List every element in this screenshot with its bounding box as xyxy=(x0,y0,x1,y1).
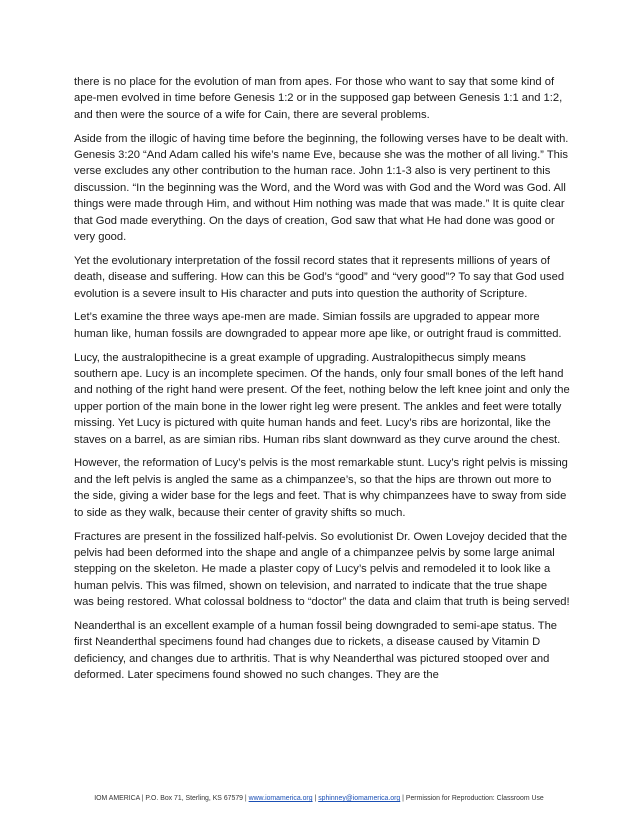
website-link[interactable]: www.iomamerica.org xyxy=(248,795,313,802)
paragraph-7: Fractures are present in the fossilized half-pelvis. So evolutionist Dr. Owen Lovejoy decided that the pelvis had been deformed into the shape and angle of a chimpanzee pelvis by some large animal stepping on the skeleton. He made a plaster copy of Lucy’s pelvis and remodeled it to look like a human pelvis. This was filmed, shown on television, and narrated to indicate that the true shape was being restored. What colossal boldness to “doctor” the data and claim that truth is being served! xyxy=(74,530,570,609)
body-text xyxy=(74,74,570,691)
footer-permission: | Permission for Reproduction: Classroom Use xyxy=(400,795,544,802)
paragraph-2: Aside from the illogic of having time before the beginning, the following verses have to be dealt with. Genesis 3:20 “And Adam called his wife’s name Eve, because she was the mother of all living.” This verse excludes any other contribution to the human race. John 1:1-3 also is very pertinent to this discussion. “In the beginning was the Word, and the Word was with God and the Word was God. All things were made through Him, and without Him nothing was made that was made.” It is quite clear that God made everything. On the days of creation, God saw that what He had done was good or very good. xyxy=(74,132,569,244)
paragraph-5: Lucy, the australopithecine is a great example of upgrading. Australopithecus simply means southern ape. Lucy is an incomplete specimen. Of the hands, only four small bones of the left hand and nothing of the right hand were present. Of the feet, nothing below the left knee joint and only the upper portion of the main bone in the lower right leg were present. The ankles and feet were totally missing. Yet Lucy is pictured with quite human hands and feet. Lucy’s ribs are horizontal, like the staves on a barrel, as are simian ribs. Human ribs slant downward as they curve around the chest. xyxy=(74,351,570,446)
paragraph-6: However, the reformation of Lucy’s pelvis is the most remarkable stunt. Lucy’s right pelvis is missing and the left pelvis is angled the same as a chimpanzee’s, so that the hips are thrown out more to the side, giving a wider base for the legs and feet. That is why chimpanzees have to sway from side to side as they walk, because their center of gravity shifts so much. xyxy=(74,457,568,519)
email-link[interactable]: sphinney@iomamerica.org xyxy=(318,795,401,802)
paragraph-3: Yet the evolutionary interpretation of the fossil record states that it represents millions of years of death, disease and suffering. How can this be God’s “good” and “very good”? To say that God used evolution is a severe insult to His character and puts into question the authority of Scripture. xyxy=(74,254,565,300)
paragraph-8: Neanderthal is an excellent example of a human fossil being downgraded to semi-ape status. The first Neanderthal specimens found had changes due to rickets, a disease caused by Vitamin D deficiency, and changes due to arthritis. That is why Neanderthal was pictured stooped over and deformed. Later specimens found showed no such changes. They are the xyxy=(74,619,558,682)
paragraph-4: Let’s examine the three ways ape-men are made. Simian fossils are upgraded to appear more human like, human fossils are downgraded to appear more ape like, or outright fraud is committed. xyxy=(74,311,562,340)
footer-address: IOM AMERICA | P.O. Box 71, Sterling, KS 67579 | xyxy=(94,795,249,802)
paragraph-1: there is no place for the evolution of man from apes. For those who want to say that some kind of ape-men evolved in time before Genesis 1:2 or in the supposed gap between Genesis 1:1 and 1:2, and then were the source of a wife for Cain, there are several problems. xyxy=(74,76,563,121)
footer-separator: | xyxy=(312,795,319,802)
page-footer xyxy=(0,795,638,802)
